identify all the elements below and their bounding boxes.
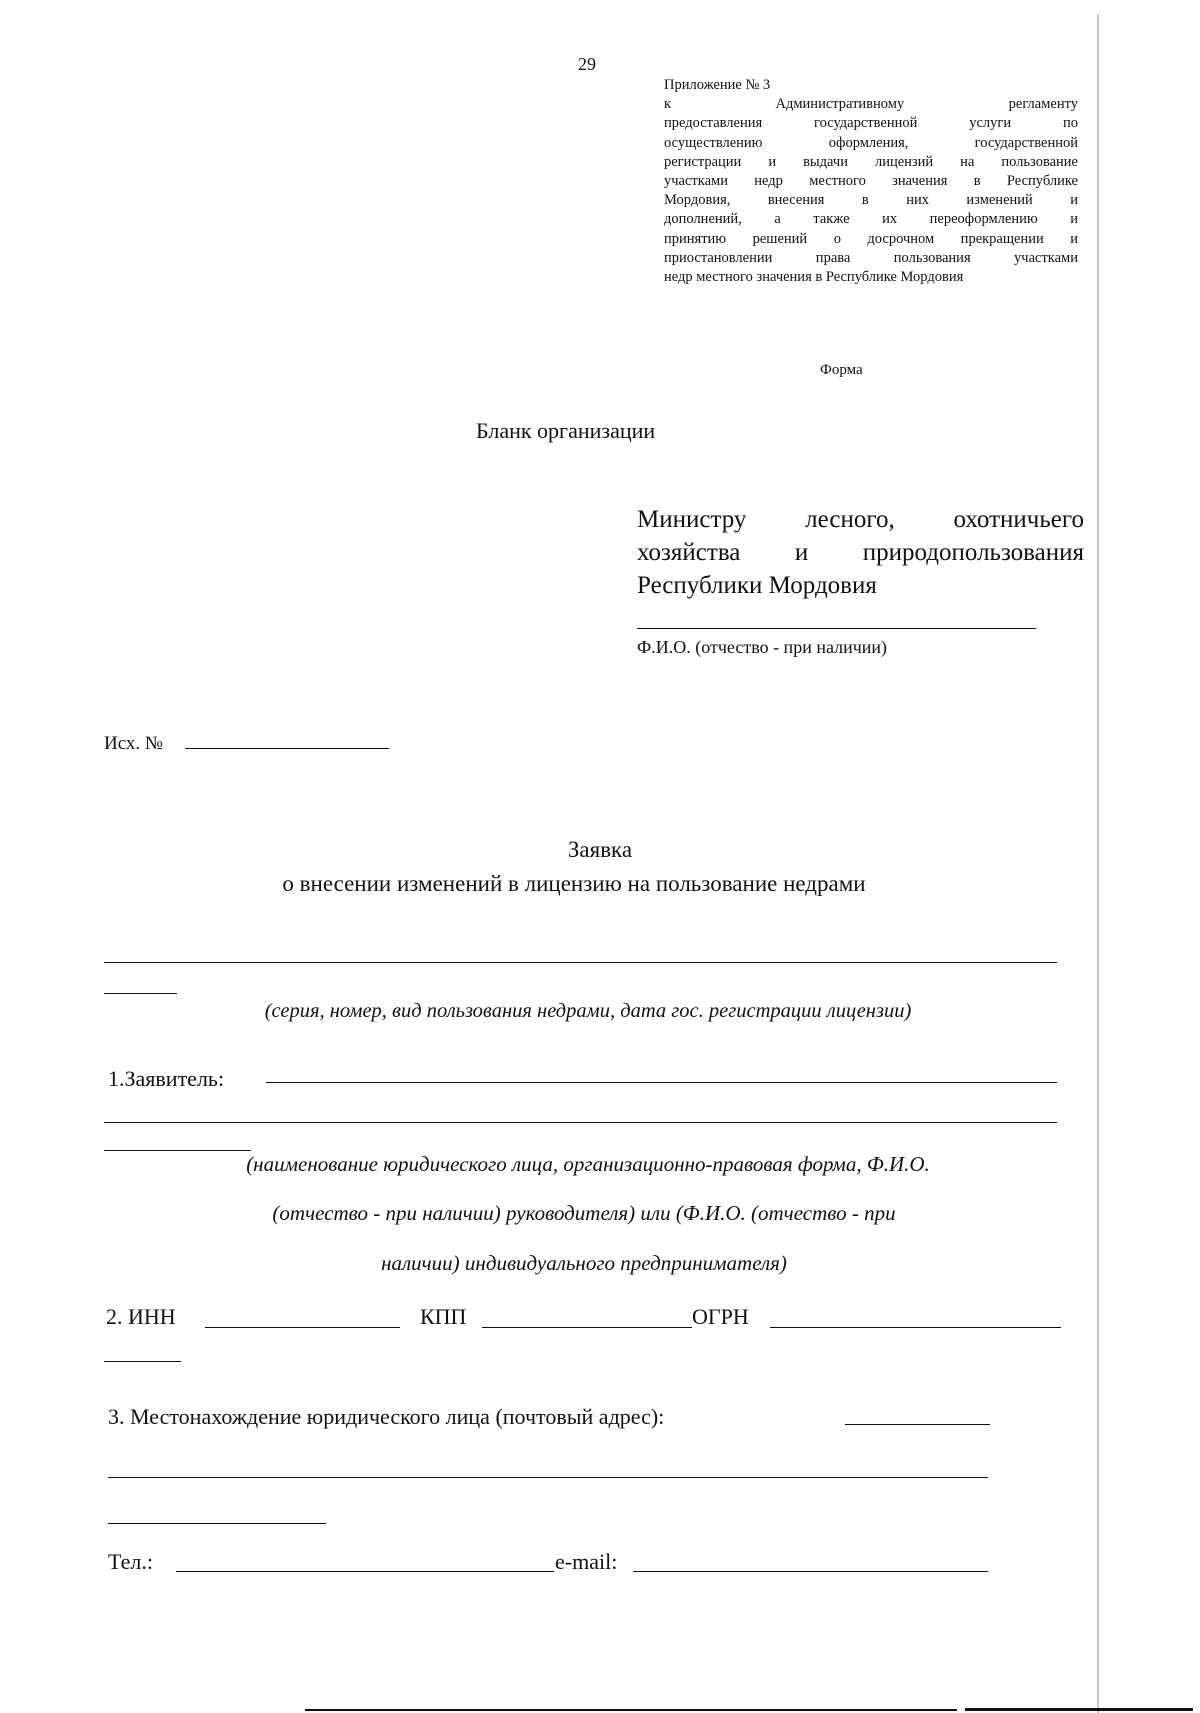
annex-line: недр местного значения в Республике Мордовия — [664, 269, 964, 286]
kpp-label: КПП — [420, 1304, 467, 1329]
annex-line: осуществлению оформления, государственной — [664, 134, 1078, 151]
organization-letterhead-label: Бланк организации — [476, 418, 656, 443]
annex-line: к Административному регламенту — [664, 96, 1078, 113]
addressee-line: хозяйства и природопользования — [637, 539, 1084, 566]
ogrn-field[interactable] — [770, 1327, 1061, 1328]
phone-field[interactable] — [176, 1571, 554, 1572]
annex-title: Приложение № 3 — [664, 77, 771, 93]
applicant-caption: наличии) индивидуального предпринимателя) — [381, 1251, 787, 1275]
location-label: 3. Местонахождение юридического лица (почтовый адрес): — [108, 1404, 665, 1429]
email-field[interactable] — [633, 1571, 988, 1572]
inn-field[interactable] — [205, 1327, 400, 1328]
email-label: e-mail: — [555, 1549, 618, 1574]
location-field-line-3[interactable] — [108, 1523, 326, 1524]
addressee-fio-field[interactable] — [637, 628, 1036, 629]
applicant-field-line-3[interactable] — [104, 1150, 251, 1151]
applicant-field[interactable] — [266, 1082, 1057, 1083]
license-details-field[interactable] — [104, 962, 1057, 963]
addressee-block — [637, 503, 1084, 602]
license-details-caption: (серия, номер, вид пользования недрами, дата гос. регистрации лицензии) — [264, 1000, 912, 1022]
applicant-field-line-2[interactable] — [104, 1122, 1057, 1123]
annex-line: приостановлении права пользования участками — [664, 249, 1078, 266]
annex-line: принятию решений о досрочном прекращении и — [664, 230, 1078, 247]
annex-line: предоставления государственной услуги по — [664, 115, 1078, 132]
document-subtitle: о внесении изменений в лицензию на пользование недрами — [282, 871, 866, 896]
page-number: 29 — [578, 54, 596, 74]
annex-line: дополнений, а также их переоформлению и — [664, 211, 1078, 228]
bottom-edge-line — [965, 1708, 1193, 1711]
outgoing-number-label: Исх. № — [104, 733, 164, 754]
inn-label: 2. ИНН — [106, 1304, 176, 1329]
page-edge-line — [1097, 14, 1099, 1713]
ogrn-field-continuation[interactable] — [104, 1361, 181, 1362]
applicant-caption: (наименование юридического лица, организационно-правовая форма, Ф.И.О. — [246, 1152, 930, 1176]
kpp-field[interactable] — [482, 1327, 692, 1328]
outgoing-number-field[interactable] — [185, 748, 389, 749]
license-details-field-continuation[interactable] — [104, 993, 177, 994]
annex-line: участками недр местного значения в Республике — [664, 173, 1078, 190]
addressee-line: Министру лесного, охотничьего — [637, 506, 1084, 533]
phone-label: Тел.: — [108, 1549, 153, 1574]
form-label: Форма — [820, 362, 863, 378]
applicant-caption: (отчество - при наличии) руководителя) или (Ф.И.О. (отчество - при — [272, 1201, 896, 1225]
addressee-line: Республики Мордовия — [637, 572, 877, 599]
annex-line: Мордовия, внесения в них изменений и — [664, 192, 1078, 209]
addressee-fio-caption: Ф.И.О. (отчество - при наличии) — [637, 637, 888, 657]
applicant-label: 1.Заявитель: — [108, 1066, 225, 1091]
location-field[interactable] — [845, 1424, 990, 1425]
bottom-edge-line — [305, 1709, 957, 1711]
ogrn-label: ОГРН — [692, 1304, 749, 1329]
annex-block — [664, 76, 1078, 287]
document-title: Заявка — [567, 837, 633, 862]
annex-line: регистрации и выдачи лицензий на пользование — [664, 153, 1078, 170]
location-field-line-2[interactable] — [108, 1477, 988, 1478]
